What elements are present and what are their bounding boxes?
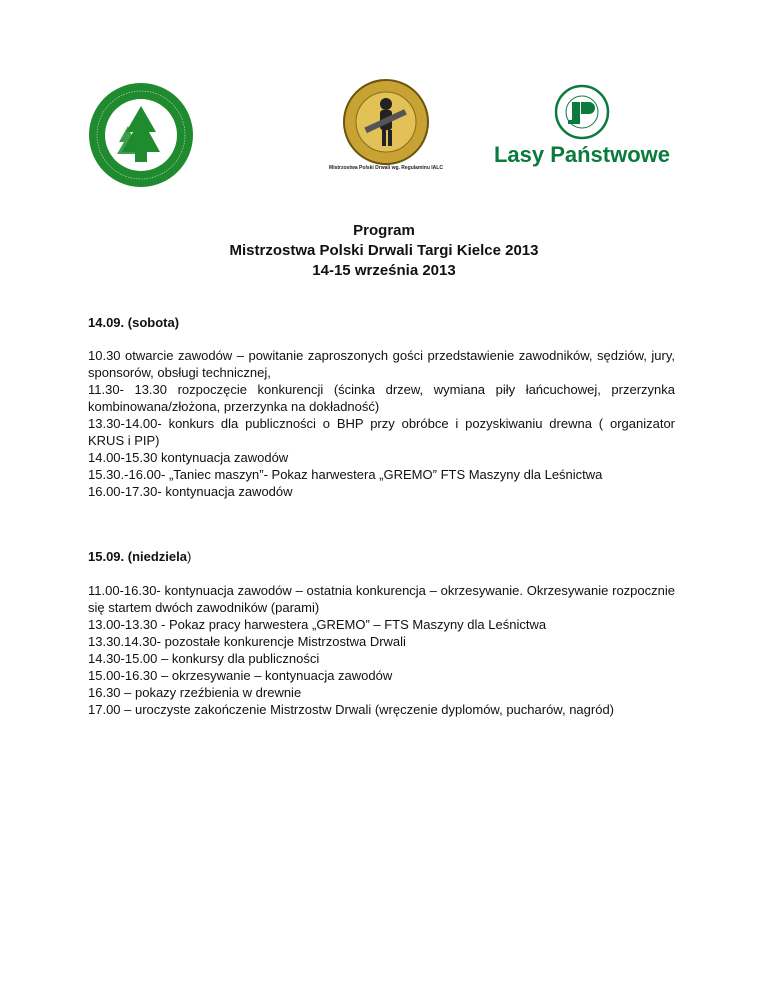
schedule-item: 13.30-14.00- konkurs dla publiczności o BHP przy obróbce i pozyskiwaniu drewna ( organizator KRUS i PIP) [88,416,675,448]
state-forests-logo-text: Lasy Państwowe [493,142,671,167]
schedule-item: 15.00-16.30 – okrzesywanie – kontynuacja zawodów [88,668,393,683]
schedule-item: 16.00-17.30- kontynuacja zawodów [88,484,293,499]
program-heading [0,221,768,281]
day2-title [88,548,191,565]
schedule-item: 13.30.14.30- pozostałe konkurencje Mistrzostwa Drwali [88,634,406,649]
schedule-item: 16.30 – pokazy rzeźbienia w drewnie [88,685,302,700]
day1-schedule [88,347,675,500]
day2-title-main: 15.09. (niedziela [88,549,187,564]
association-logo [88,82,194,188]
schedule-item: 10.30 otwarcie zawodów – powitanie zaproszonych gości przedstawienie zawodników, sędziów, jury, sponsorów, obsługi technicznej, [88,348,675,380]
day2-title-paren: ) [187,549,192,564]
championship-logo [334,78,438,172]
schedule-item: 14.30-15.00 – konkursy dla publiczności [88,651,320,666]
schedule-item: 11.30- 13.30 rozpoczęcie konkurencji (ścinka drzew, wymiana piły łańcuchowej, przerzynka kombinowana/złożona, przerzynka na dokładność) [88,382,675,414]
schedule-item: 15.30.-16.00- „Taniec maszyn”- Pokaz harwestera „GREMO” FTS Maszyny dla Leśnictwa [88,467,603,482]
schedule-item: 13.00-13.30 - Pokaz pracy harwestera „GREMO” – FTS Maszyny dla Leśnictwa [88,617,547,632]
heading-line-3: 14-15 września 2013 [312,262,456,279]
schedule-item: 11.00-16.30- kontynuacja zawodów – ostatnia konkurencja – okrzesywanie. Okrzesywanie rozpocznie się startem dwóch zawodników (parami) [88,583,675,615]
heading-line-2: Mistrzostwa Polski Drwali Targi Kielce 2013 [229,242,539,259]
schedule-item: 17.00 – uroczyste zakończenie Mistrzostw Drwali (wręczenie dyplomów, pucharów, nagród) [88,702,615,717]
day2-schedule [88,582,675,718]
schedule-item: 14.00-15.30 kontynuacja zawodów [88,450,289,465]
championship-logo-caption: Mistrzostwa Polski Drwali wg. Regulaminu IALC [329,165,443,171]
day1-title: 14.09. (sobota) [88,315,180,330]
heading-line-1: Program [353,222,415,239]
